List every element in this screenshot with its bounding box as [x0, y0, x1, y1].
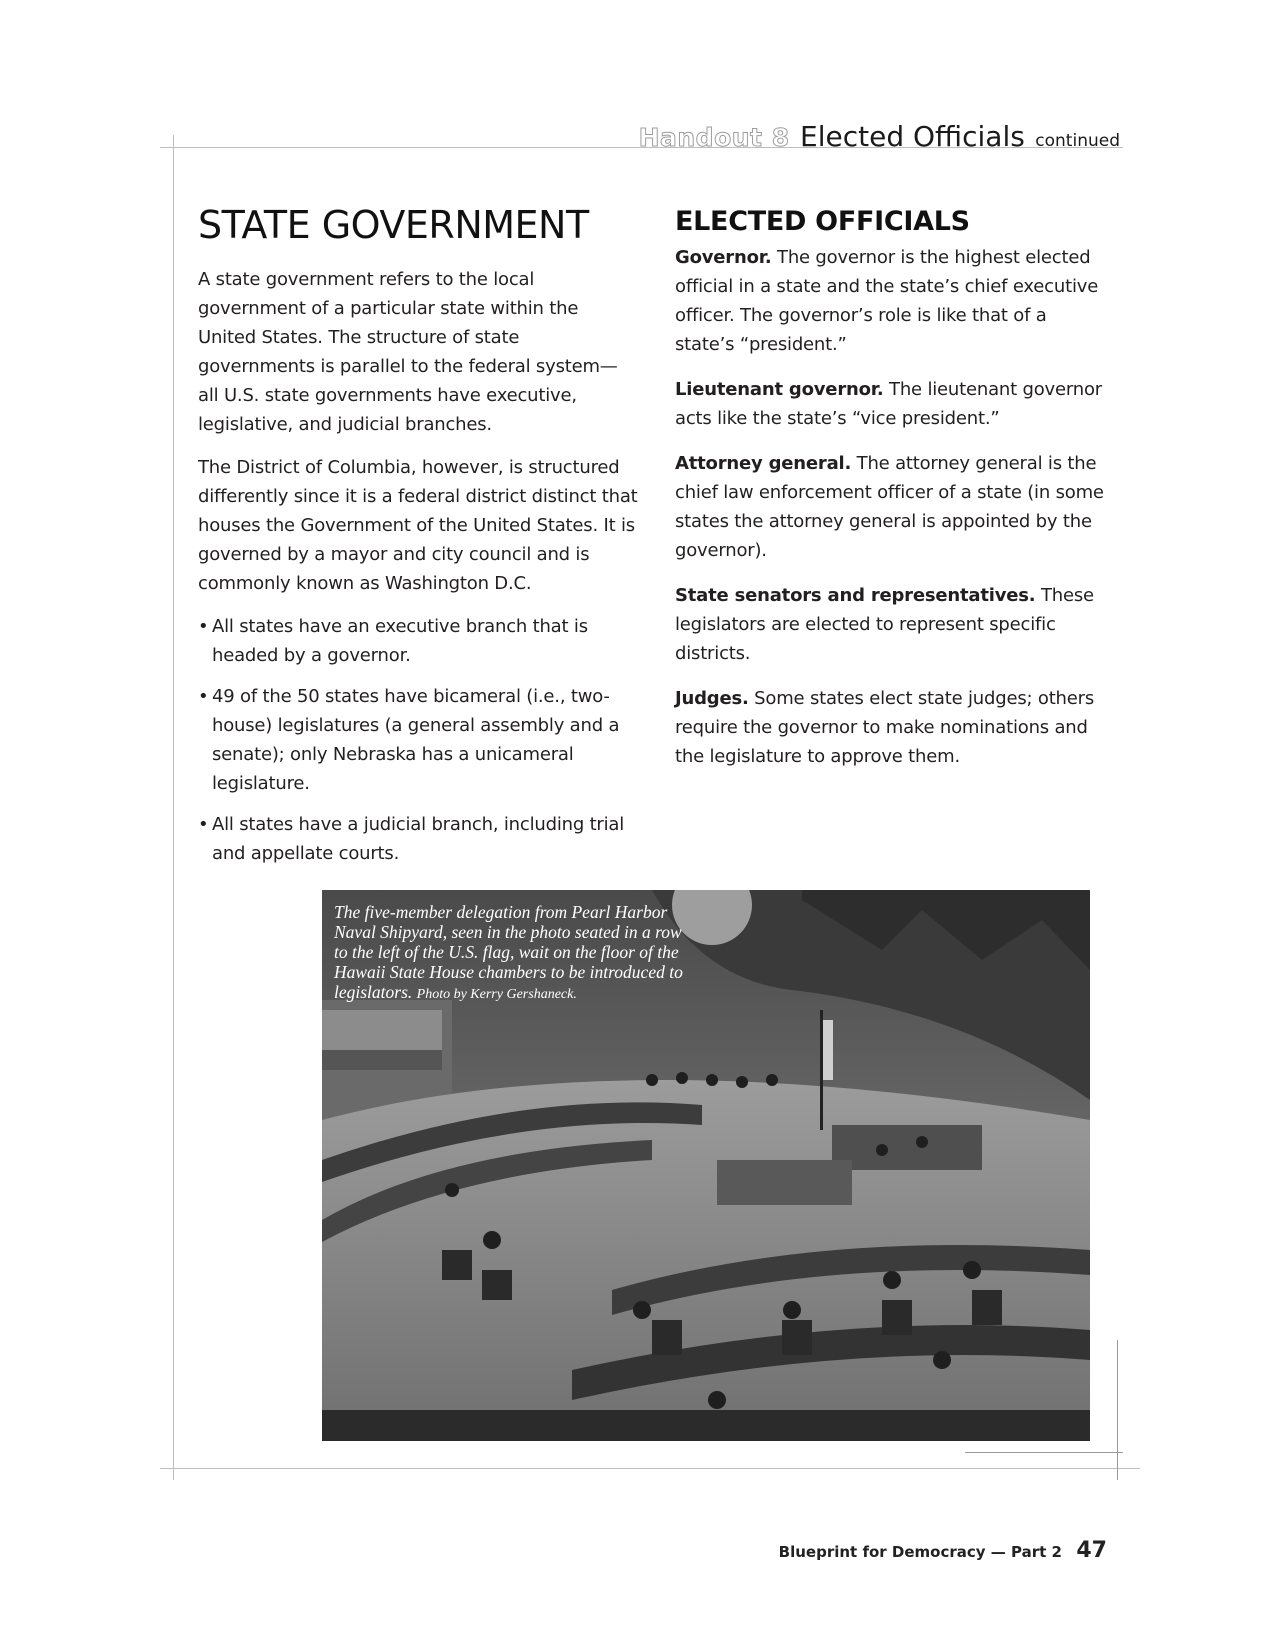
bullet-icon: • — [198, 685, 209, 707]
chamber-photo — [322, 890, 1090, 1441]
entry-governor: Governor. The governor is the highest elected official in a state and the state’s chief executive officer. The governor’s role is like that of a state’s “president.” — [675, 246, 1099, 355]
entry-attorney-general: Attorney general. The attorney general is the chief law enforcement officer of a state (in some states the attorney general is appointed by the governor). — [675, 452, 1104, 561]
corner-mark-vertical — [1117, 1340, 1118, 1480]
page-title: STATE GOVERNMENT — [198, 203, 589, 247]
bullet-icon: • — [198, 615, 209, 637]
list-item: • All states have an executive branch that is headed by a governor. — [198, 612, 638, 670]
running-header — [639, 120, 1120, 153]
list-item: • All states have a judicial branch, including trial and appellate courts. — [198, 810, 638, 868]
list-item: • 49 of the 50 states have bicameral (i.e., two-house) legislatures (a general assembly and a senate); only Nebraska has a unicameral legislature. — [198, 682, 638, 798]
corner-mark-horizontal — [965, 1452, 1123, 1453]
left-column — [198, 205, 638, 880]
handout-title: Elected Officials — [800, 120, 1025, 153]
left-rule — [173, 135, 174, 1480]
page-number: 47 — [1076, 1538, 1107, 1563]
facts-list — [198, 612, 638, 868]
page-footer — [779, 1538, 1107, 1563]
bullet-icon: • — [198, 813, 209, 835]
publication-title: Blueprint for Democracy — Part 2 — [778, 1543, 1062, 1561]
entry-legislators: State senators and representatives. These legislators are elected to represent specific districts. — [675, 584, 1094, 664]
entry-lieutenant-governor: Lieutenant governor. The lieutenant governor acts like the state’s “vice president.” — [675, 378, 1102, 429]
bottom-rule — [160, 1468, 1140, 1469]
right-column — [675, 207, 1105, 787]
caption-text: The five-member delegation from Pearl Harbor Naval Shipyard, seen in the photo seated in a row to the left of the U.S. flag, wait on the floor of the Hawaii State House chambers to be introduced to legislators. — [334, 902, 683, 1002]
section-title: ELECTED OFFICIALS — [675, 206, 970, 237]
continued-label: continued — [1035, 131, 1120, 151]
photo-caption — [334, 902, 684, 1005]
handout-label: Handout 8 — [638, 123, 790, 152]
photo-credit: Photo by Kerry Gershaneck. — [416, 987, 577, 1002]
dc-paragraph: The District of Columbia, however, is structured differently since it is a federal district distinct that houses the Government of the United States. It is governed by a mayor and city council and is commonly known as Washington D.C. — [198, 456, 638, 594]
entry-judges: Judges. Some states elect state judges; others require the governor to make nominations and the legislature to approve them. — [675, 687, 1095, 767]
intro-paragraph: A state government refers to the local government of a particular state within the United States. The structure of state governments is parallel to the federal system—all U.S. state governments have executive, legislative, and judicial branches. — [198, 268, 618, 435]
